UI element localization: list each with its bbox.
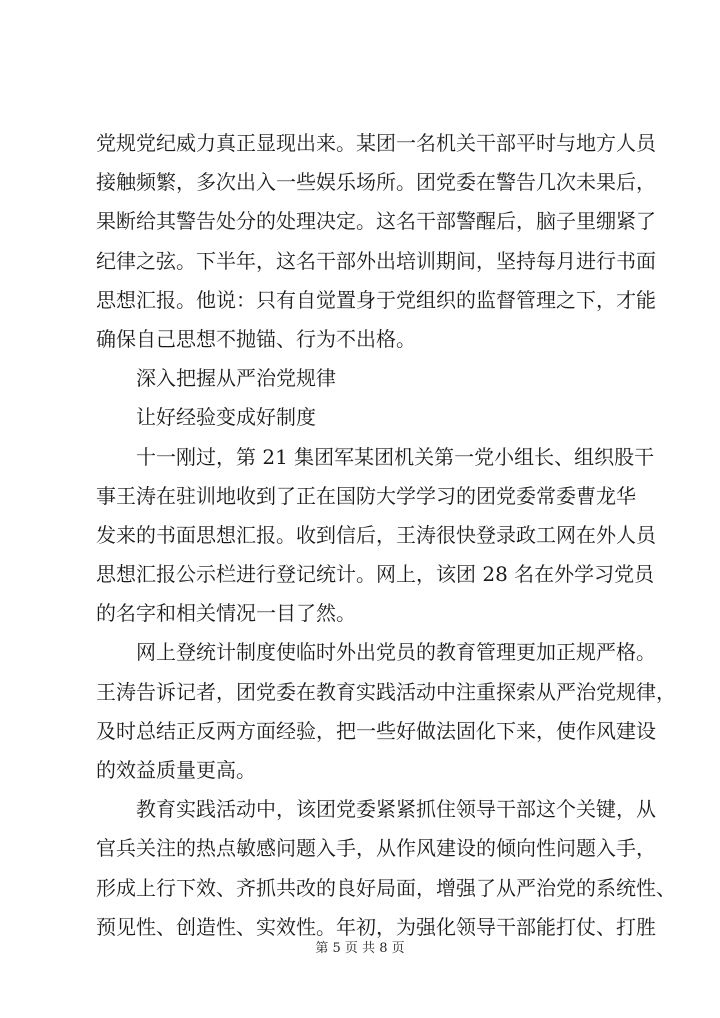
text-line: 接触频繁，多次出入一些娱乐场所。团党委在警告几次未果后， [96, 170, 656, 195]
text-line: 的效益质量更高。 [96, 758, 256, 782]
page-number: 第 5 页 共 8 页 [315, 941, 405, 956]
text-line: 官兵关注的热点敏感问题入手，从作风建设的倾向性问题入手， [96, 836, 656, 861]
text-line: 确保自己思想不抛锚、行为不出格。 [96, 326, 416, 351]
text-line: 思想汇报。他说：只有自觉置身于党组织的监督管理之下，才能 [96, 287, 656, 312]
text-line: 及时总结正反两方面经验，把一些好做法固化下来，使作风建设 [96, 718, 656, 743]
text-line: 思想汇报公示栏进行登记统计。网上，该团 28 名在外学习党员 [96, 562, 655, 587]
text-line: 纪律之弦。下半年，这名干部外出培训期间，坚持每月进行书面 [96, 248, 656, 273]
body-text [96, 124, 676, 947]
text-line: 预见性、创造性、实效性。年初，为强化领导干部能打仗、打胜 [96, 914, 656, 939]
section-heading-line-2: 让好经验变成好制度 [136, 405, 316, 430]
paragraph-start: 教育实践活动中，该团党委紧紧抓住领导干部这个关键，从 [136, 797, 656, 822]
text-line: 的名字和相关情况一目了然。 [96, 601, 356, 626]
text-line: 果断给其警告处分的处理决定。这名干部警醒后，脑子里绷紧了 [96, 209, 656, 234]
text-line: 王涛告诉记者，团党委在教育实践活动中注重探索从严治党规律， [96, 679, 676, 704]
paragraph-start: 网上登统计制度使临时外出党员的教育管理更加正规严格。 [136, 640, 656, 665]
text-line: 发来的书面思想汇报。收到信后，王涛很快登录政工网在外人员 [96, 522, 656, 547]
page-footer [0, 937, 720, 956]
section-heading-line-1: 深入把握从严治党规律 [136, 366, 336, 391]
text-line: 形成上行下效、齐抓共改的良好局面，增强了从严治党的系统性、 [96, 875, 676, 900]
paragraph-start: 十一刚过，第 21 集团军某团机关第一党小组长、组织股干 [136, 444, 655, 469]
text-line: 党规党纪威力真正显现出来。某团一名机关干部平时与地方人员 [96, 131, 656, 155]
text-line: 事王涛在驻训地收到了正在国防大学学习的团党委常委曹龙华 [96, 483, 636, 508]
